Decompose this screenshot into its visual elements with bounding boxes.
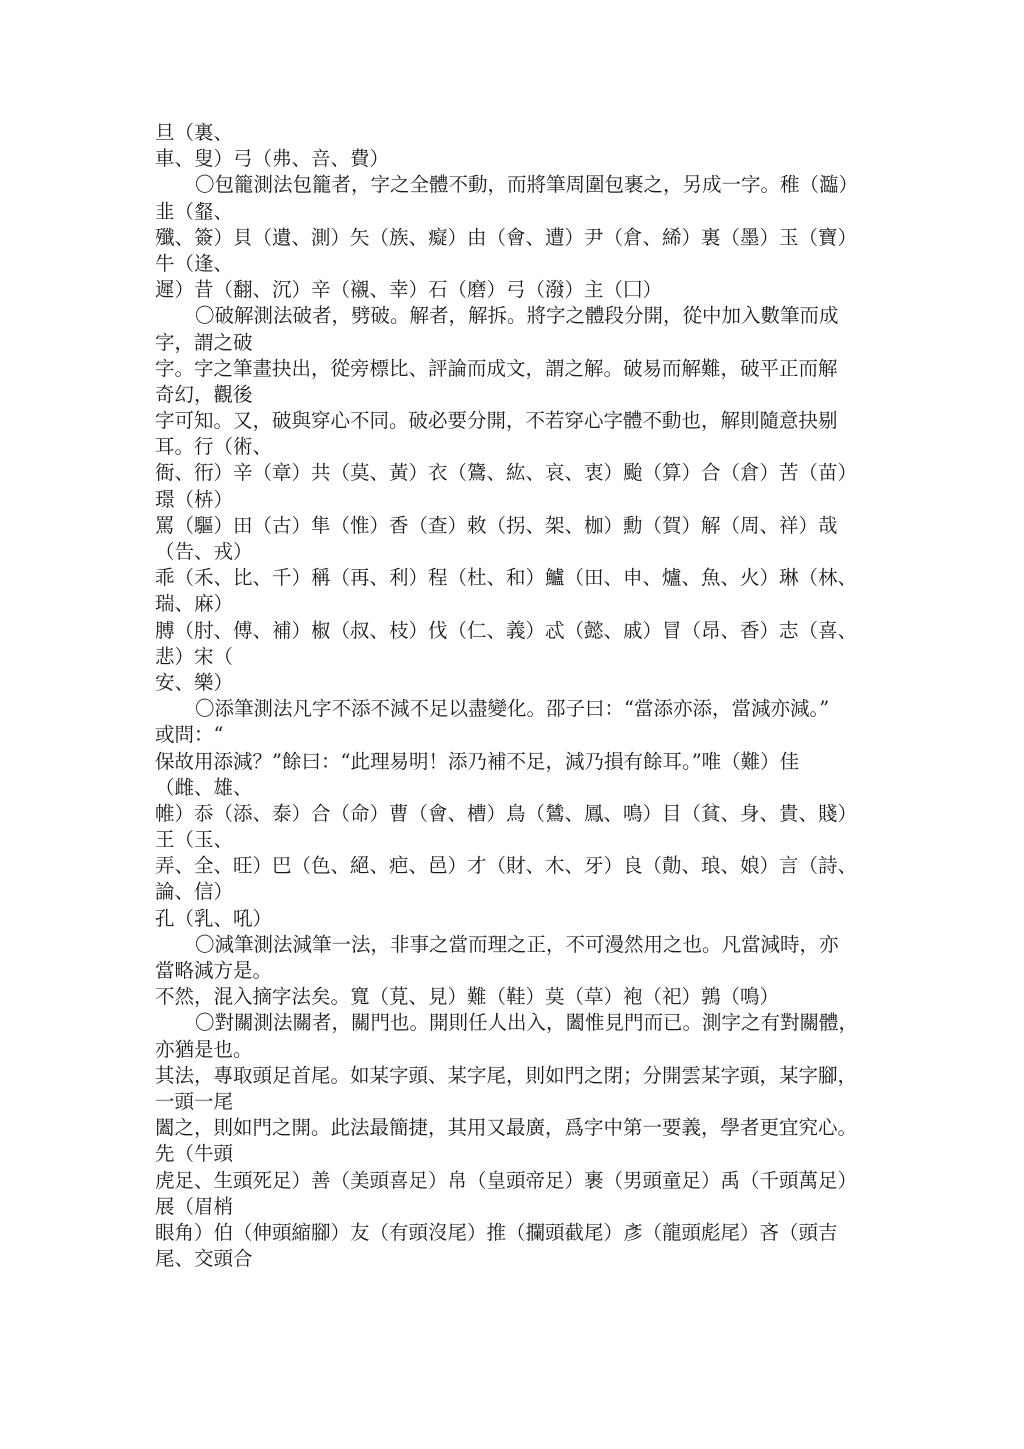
text-line: 牛（逢、 (155, 251, 234, 275)
text-line: 〇包籠測法包籠者，字之全體不動，而將筆周圍包裹之，另成一字。稚（瀶） (195, 173, 859, 197)
text-line: 虎足、生頭死足）善（美頭喜足）帛（皇頭帝足）裹（男頭童足）禹（千頭萬足） (155, 1168, 858, 1192)
text-line: 〇減筆測法減筆一法，非事之當而理之正，不可漫然用之也。凡當減時，亦 (195, 932, 839, 956)
text-line: 乖（禾、比、千）稱（再、利）程（杜、和）鱸（田、申、爐、魚、火）琳（林、 (155, 566, 858, 590)
text-line: 帷）忝（添、泰）合（命）曹（會、槽）鳥（鷥、鳳、鳴）目（貧、身、貴、賤） (155, 801, 858, 825)
text-line: 悲）宋（ (155, 644, 234, 668)
text-line: 膊（肘、傅、補）椒（叔、枝）伐（仁、義）忒（懿、戚）冒（昂、香）志（喜、 (155, 618, 858, 642)
document-body-text (155, 120, 875, 1272)
text-line: 字。字之筆畫抉出，從旁標比、評論而成文，謂之解。破易而解難，破平正而解 (155, 356, 838, 380)
text-line: 論、信） (155, 880, 234, 904)
text-line: 璟（枿） (155, 487, 234, 511)
text-line: 〇破解測法破者，劈破。解者，解拆。將字之體段分開，從中加入數筆而成 (195, 304, 839, 328)
text-line: （雌、雄、 (155, 775, 253, 799)
text-line: 韭（韰、 (155, 199, 234, 223)
text-line: 不然，混入摘字法矣。寬（莧、見）難（鞋）莫（草）袍（祀）鶉（鳴） (155, 985, 780, 1009)
text-line: 或問：“ (155, 723, 224, 747)
text-line: 瑞、麻） (155, 592, 234, 616)
text-line: 罵（驅）田（古）隼（惟）香（查）敕（拐、架、枷）勳（賀）解（周、祥）哉 (155, 513, 838, 537)
text-line: 殲、簽）貝（遺、測）矢（族、癡）由（會、遭）尹（倉、絺）裏（墨）玉（寶） (155, 225, 858, 249)
text-line: 遲）昔（翻、沉）辛（襯、幸）石（磨）弓（潑）主（囗） (155, 278, 663, 302)
text-line: （告、戎） (155, 540, 253, 563)
text-line: 奇幻，觀後 (155, 382, 253, 406)
text-line: 王（玉、 (155, 828, 234, 852)
text-line: 字可知。又，破與穿心不同。破必要分開，不若穿心字體不動也，解則隨意抉剔 (155, 409, 838, 433)
text-line: 車、叟）弓（弗、咅、費） (155, 147, 390, 171)
text-line: 孔（乳、吼） (155, 906, 273, 930)
text-line: 眼角）伯（伸頭縮腳）友（有頭沒尾）推（攔頭截尾）彥（龍頭彪尾）吝（頭吉 (155, 1220, 838, 1244)
text-line: 旦（裏、 (155, 121, 234, 144)
text-line: 字，謂之破 (155, 330, 253, 354)
text-line: 當略減方是。 (155, 959, 273, 982)
text-line: 衙、衎）辛（章）共（莫、黃）衣（鷟、紘、哀、衷）颱（算）合（倉）苦（苗） (155, 461, 858, 485)
text-line: 先（牛頭 (155, 1142, 234, 1166)
text-line: 安、樂） (155, 670, 234, 694)
text-line: 保故用添減？”餘曰：“此理易明！添乃補不足，減乃損有餘耳。”唯（難）佳 (155, 749, 800, 773)
text-line: 尾、交頭合 (155, 1247, 253, 1271)
text-line: 一頭一尾 (155, 1089, 234, 1113)
text-line: 〇對關測法關者，關門也。開則任人出入，闔惟見門而已。測字之有對關體， (195, 1011, 859, 1035)
text-line: 其法，專取頭足首尾。如某字頭、某字尾，則如門之閉；分開雲某字頭，某字腳， (155, 1063, 858, 1087)
text-line: 〇添筆測法凡字不添不減不足以盡變化。邵子曰：“當添亦添，當減亦減。” (195, 697, 830, 721)
text-line: 耳。行（術、 (155, 435, 273, 459)
text-line: 亦猶是也。 (155, 1037, 253, 1061)
text-line: 闔之，則如門之開。此法最簡捷，其用又最廣，爲字中第一要義，學者更宜究心。 (155, 1116, 858, 1140)
text-line: 弄、全、旺）巴（色、絕、疤、邑）才（財、木、牙）良（勣、琅、娘）言（詩、 (155, 854, 858, 878)
text-line: 展（眉梢 (155, 1194, 234, 1218)
